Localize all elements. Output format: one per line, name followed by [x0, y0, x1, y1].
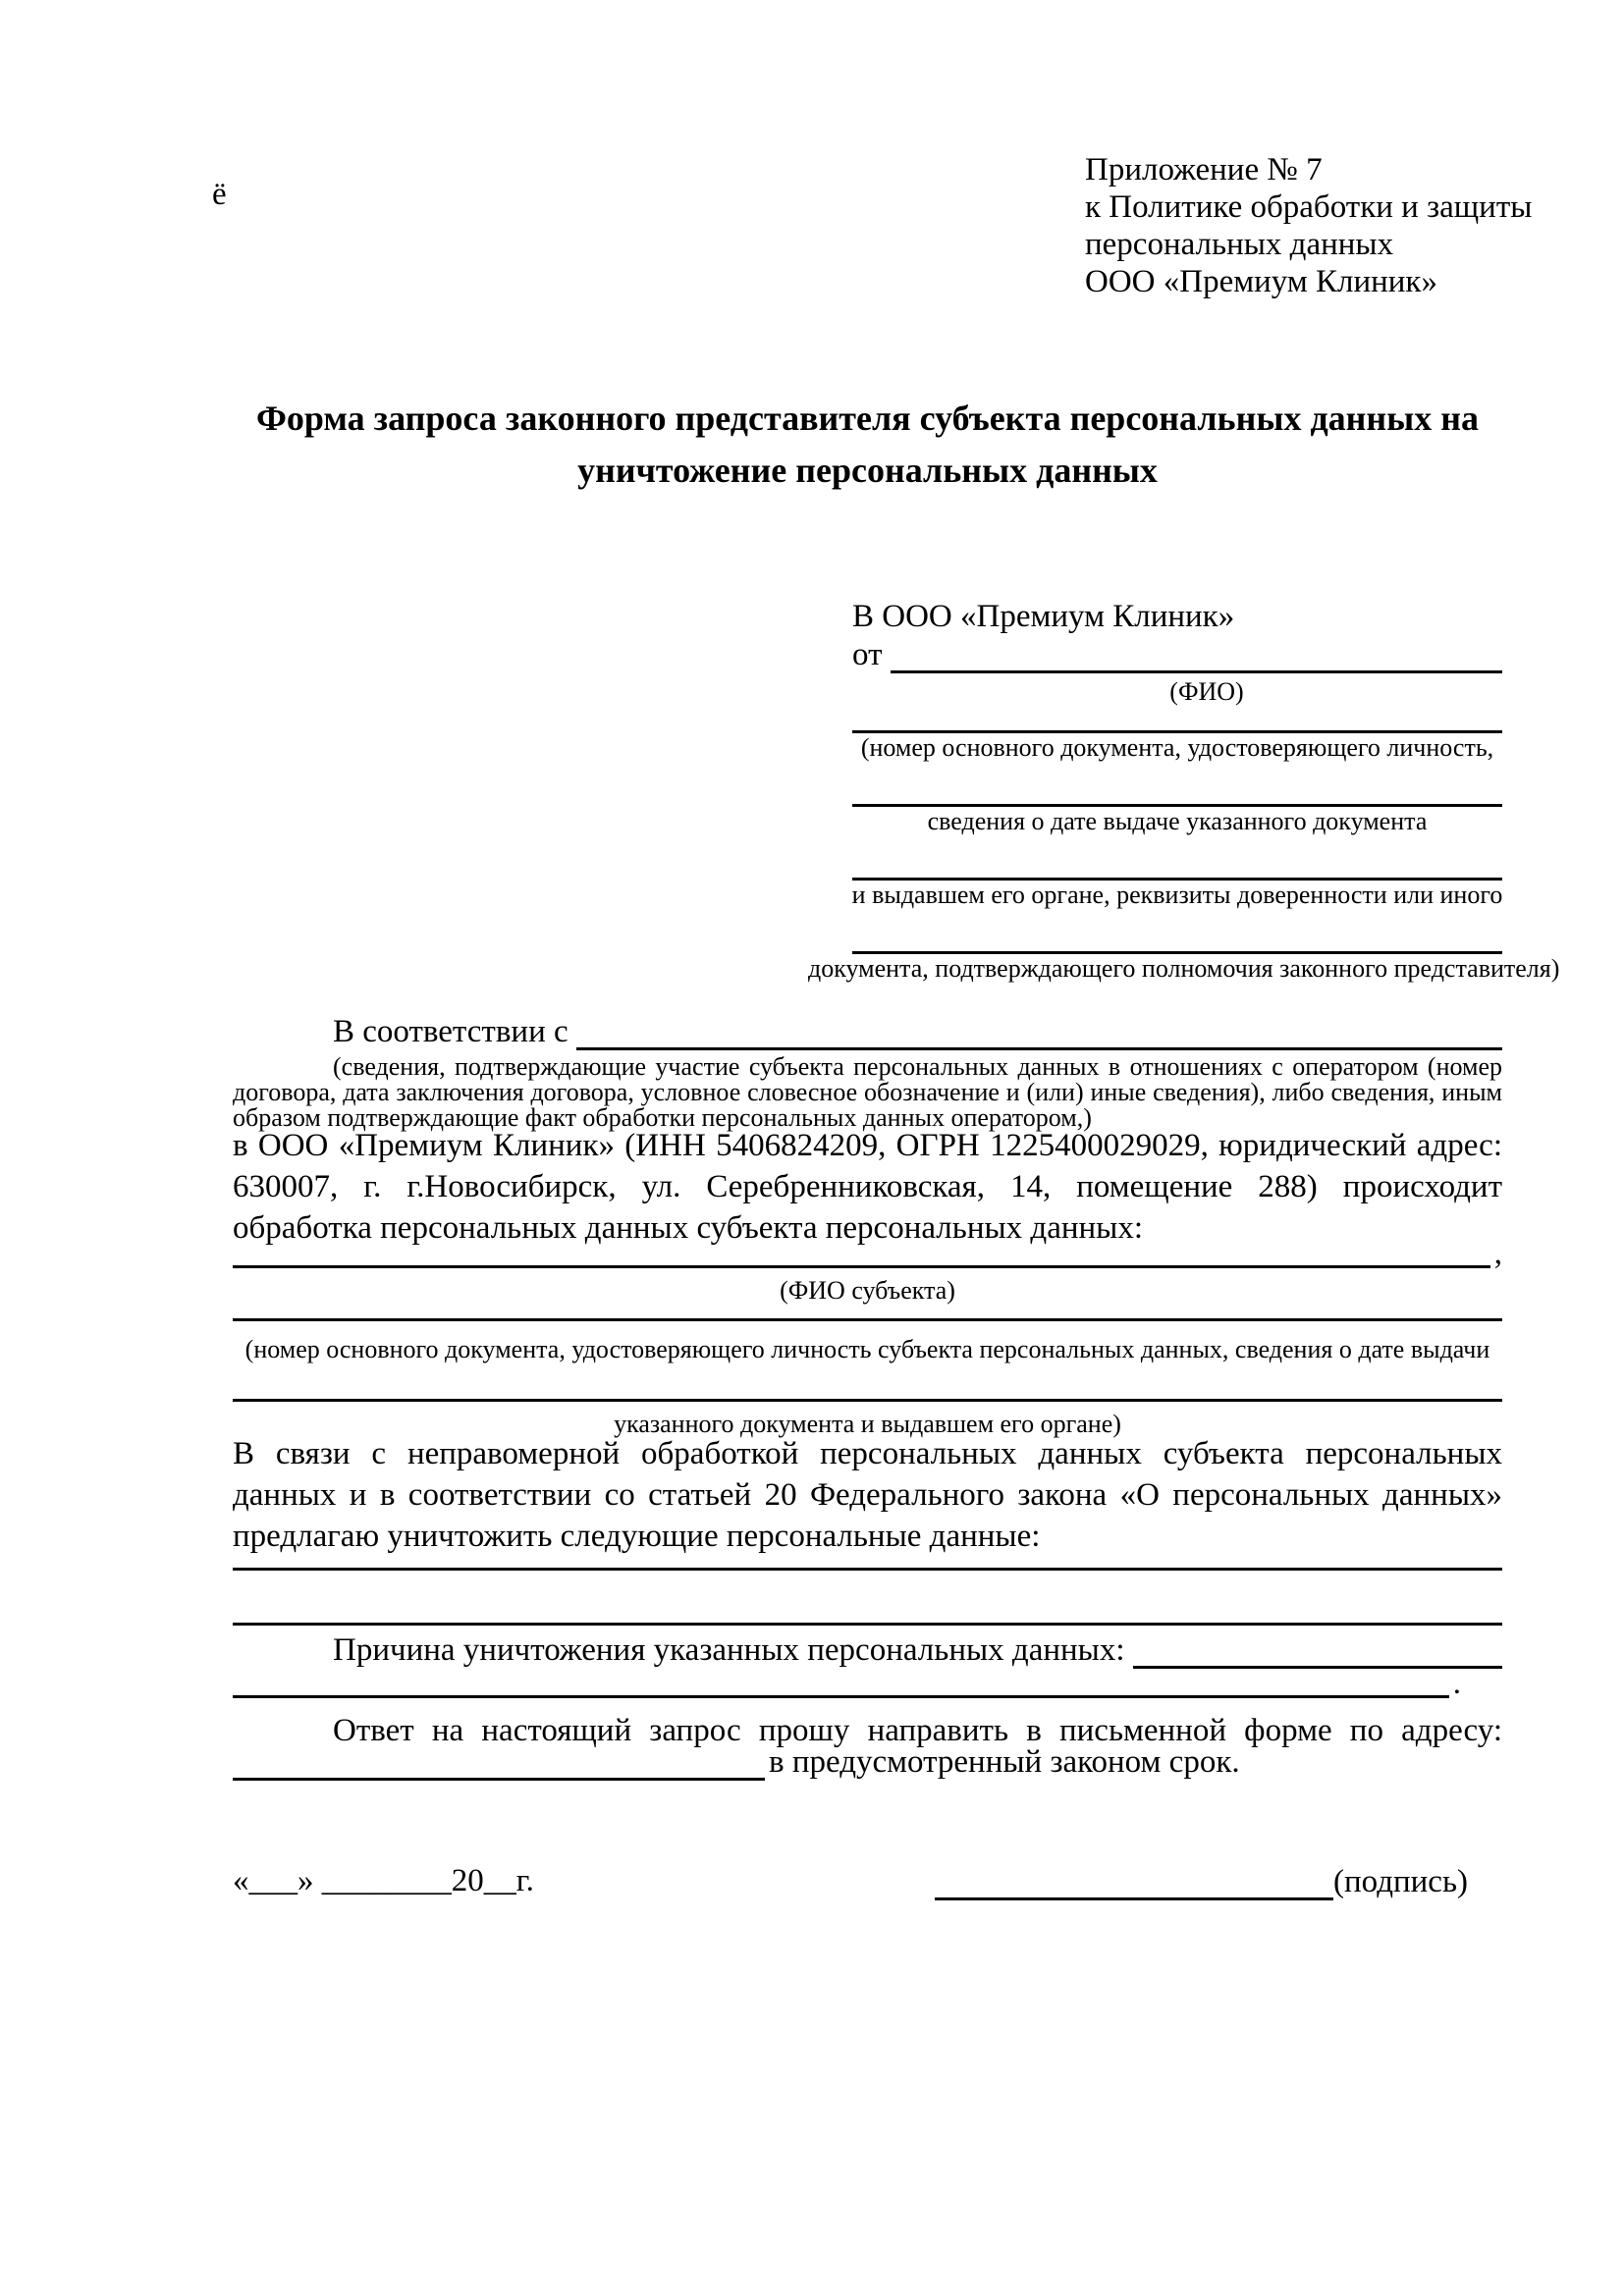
fio-caption: (ФИО) — [1169, 677, 1244, 706]
signature-caption: (подпись) — [1333, 1864, 1468, 1899]
blank-line — [233, 1665, 1449, 1698]
addressee-caption-1: (номер основного документа, удостоверяющего личность, — [860, 733, 1494, 762]
appendix-header-line-3: персональных данных — [1085, 227, 1394, 262]
appendix-header-line-4: ООО «Премиум Клиник» — [1085, 264, 1437, 299]
signature-field — [935, 1861, 1468, 1900]
from-field — [852, 637, 1502, 673]
subject-document-caption-2: указанного документа и выдавшем его органе) — [614, 1410, 1121, 1438]
subject-fio-blank-line — [233, 1235, 1490, 1268]
unlawful-processing-paragraph: В связи с неправомерной обработкой персональных данных субъекта персональных данных и в соответствии со статьей 20 Федерального закона «О персональных данных» предлагаю уничтожить следующие персональные данные: — [233, 1436, 1502, 1554]
blank-line — [233, 1623, 1502, 1626]
document-title: Форма запроса законного представителя субъекта персональных данных на уничтожение персональных данных — [256, 399, 1479, 490]
blank-line — [233, 1568, 1502, 1571]
subject-fio-caption: (ФИО субъекта) — [780, 1276, 955, 1305]
appendix-header — [1085, 151, 1532, 300]
trailing-period: . — [1452, 1666, 1461, 1701]
addressee-caption-4: документа, подтверждающего полномочия законного представителя) — [808, 954, 1560, 983]
trailing-comma: , — [1493, 1236, 1502, 1271]
accordance-field — [233, 1014, 1502, 1050]
reply-address-field — [233, 1744, 1502, 1781]
operator-paragraph: в ООО «Премиум Клиник» (ИНН 5406824209, ОГРН 1225400029029, юридический адрес: 630007, г. г.Новосибирск, ул. Серебренниковская, 14, помещение 288) происходит обработка персональных данных субъекта персональных данных: — [233, 1128, 1502, 1246]
addressee-caption-3: и выдавшем его органе, реквизиты доверенности или иного — [851, 881, 1503, 909]
signature-blank-line — [935, 1861, 1333, 1900]
reply-paragraph: Ответ на настоящий запрос прошу направить в письменной форме по адресу: — [333, 1713, 1502, 1748]
from-blank-line — [891, 640, 1503, 673]
reply-address-blank-line — [233, 1747, 765, 1781]
subject-document-caption-1: (номер основного документа, удостоверяющего личность субъекта персональных данных, сведения о дате выдачи — [244, 1335, 1490, 1363]
subject-fio-field — [233, 1235, 1502, 1271]
addressee-caption-2: сведения о дате выдаче указанного документа — [927, 807, 1428, 835]
accordance-blank-line — [576, 1017, 1502, 1050]
addressee-to: В ООО «Премиум Клиник» — [852, 599, 1235, 634]
destruction-reason-lead: Причина уничтожения указанных персональных данных: — [333, 1632, 1125, 1668]
accordance-caption: (сведения, подтверждающие участие субъекта персональных данных в отношениях с оператором (номер договора, дата заключения договора, условное словесное обозначение и (или) иные сведения), либо сведения, иным образом подтверждающие факт обработки персональных данных оператором,) — [233, 1052, 1502, 1132]
from-label: от — [852, 637, 883, 672]
date-line: «___» ________20__г. — [233, 1863, 534, 1898]
appendix-header-line-2: к Политике обработки и защиты — [1085, 189, 1533, 225]
blank-line — [233, 1399, 1502, 1402]
destruction-reason-field — [233, 1632, 1502, 1669]
addressee-block — [808, 599, 1560, 984]
blank-line — [233, 1318, 1502, 1321]
destruction-reason-continuation — [233, 1665, 1461, 1701]
appendix-header-line-1: Приложение № 7 — [1085, 152, 1323, 187]
accordance-lead: В соответствии с — [333, 1014, 568, 1049]
stray-character: ё — [212, 177, 227, 212]
reply-tail-text: в предусмотренный законом срок. — [769, 1744, 1240, 1780]
destruction-reason-blank-line — [1133, 1635, 1502, 1669]
